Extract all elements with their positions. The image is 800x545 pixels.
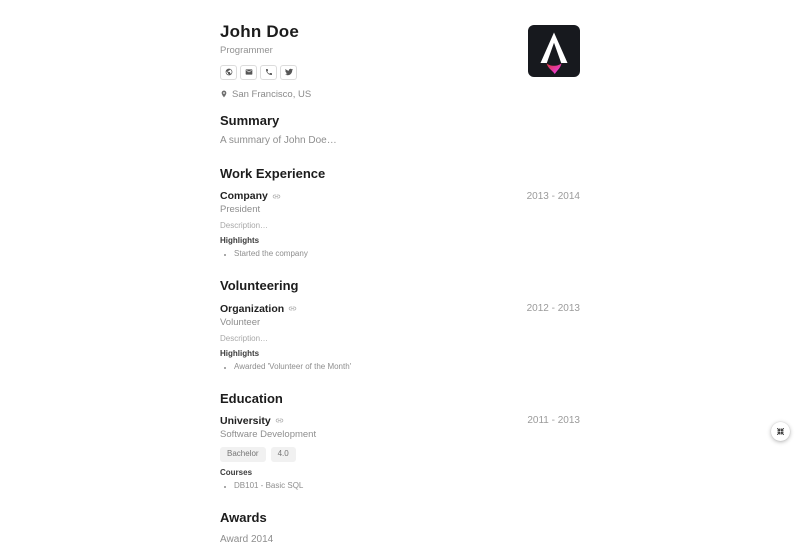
summary-text: A summary of John Doe…: [220, 135, 580, 146]
award-item: Award 2014: [220, 534, 580, 545]
section-volunteer: [220, 279, 580, 370]
study-type-badge: Bachelor: [220, 447, 266, 462]
education-area: Software Development: [220, 429, 580, 440]
organization-name-row: [220, 303, 297, 315]
section-summary: [220, 114, 580, 146]
company-name-row: [220, 190, 281, 202]
website-button[interactable]: [220, 65, 237, 80]
work-item: [220, 190, 580, 258]
avatar: [528, 25, 580, 77]
work-item-head: [220, 190, 580, 202]
map-pin-icon: [220, 90, 228, 98]
header: [220, 23, 580, 100]
list-item: • Started the company: [234, 249, 580, 258]
resume-page: [220, 0, 580, 545]
work-heading: Work Experience: [220, 167, 580, 181]
organization-name: Organization: [220, 303, 284, 315]
volunteer-highlights-label: Highlights: [220, 349, 580, 358]
section-awards: [220, 511, 580, 545]
globe-icon: [225, 68, 233, 76]
mail-icon: [245, 68, 253, 76]
link-icon[interactable]: [288, 304, 297, 313]
volunteer-description: Description…: [220, 334, 580, 343]
social-links: [220, 65, 311, 80]
volunteer-heading: Volunteering: [220, 279, 580, 293]
education-heading: Education: [220, 392, 580, 406]
email-button[interactable]: [240, 65, 257, 80]
collapse-fab-button[interactable]: [771, 422, 790, 441]
institution-name: University: [220, 415, 271, 427]
work-highlights-label: Highlights: [220, 236, 580, 245]
link-icon[interactable]: [275, 416, 284, 425]
person-title: Programmer: [220, 45, 311, 56]
work-description: Description…: [220, 221, 580, 230]
education-item-head: [220, 415, 580, 427]
phone-button[interactable]: [260, 65, 277, 80]
twitter-button[interactable]: [280, 65, 297, 80]
work-dates: 2013 - 2014: [527, 191, 580, 202]
courses-list: [220, 481, 580, 490]
volunteer-highlights-list: [220, 362, 580, 371]
volunteer-dates: 2012 - 2013: [527, 303, 580, 314]
list-item: • DB101 - Basic SQL: [234, 481, 580, 490]
location-text: San Francisco, US: [232, 89, 311, 100]
courses-label: Courses: [220, 468, 580, 477]
location-row: [220, 89, 311, 100]
gpa-badge: 4.0: [271, 447, 296, 462]
awards-heading: Awards: [220, 511, 580, 525]
institution-name-row: [220, 415, 284, 427]
section-education: [220, 392, 580, 490]
person-name: John Doe: [220, 23, 311, 42]
work-position: President: [220, 204, 580, 215]
link-icon[interactable]: [272, 192, 281, 201]
header-left: [220, 23, 311, 100]
volunteer-position: Volunteer: [220, 317, 580, 328]
volunteer-item-head: [220, 303, 580, 315]
volunteer-item: [220, 303, 580, 371]
twitter-icon: [285, 68, 293, 76]
education-dates: 2011 - 2013: [527, 415, 580, 426]
phone-icon: [265, 68, 273, 76]
education-item: [220, 415, 580, 490]
company-name: Company: [220, 190, 268, 202]
work-highlights-list: [220, 249, 580, 258]
compress-arrows-icon: [776, 427, 785, 436]
summary-heading: Summary: [220, 114, 580, 128]
list-item: • Awarded 'Volunteer of the Month': [234, 362, 580, 371]
education-badges: [220, 447, 580, 462]
section-work: [220, 167, 580, 258]
